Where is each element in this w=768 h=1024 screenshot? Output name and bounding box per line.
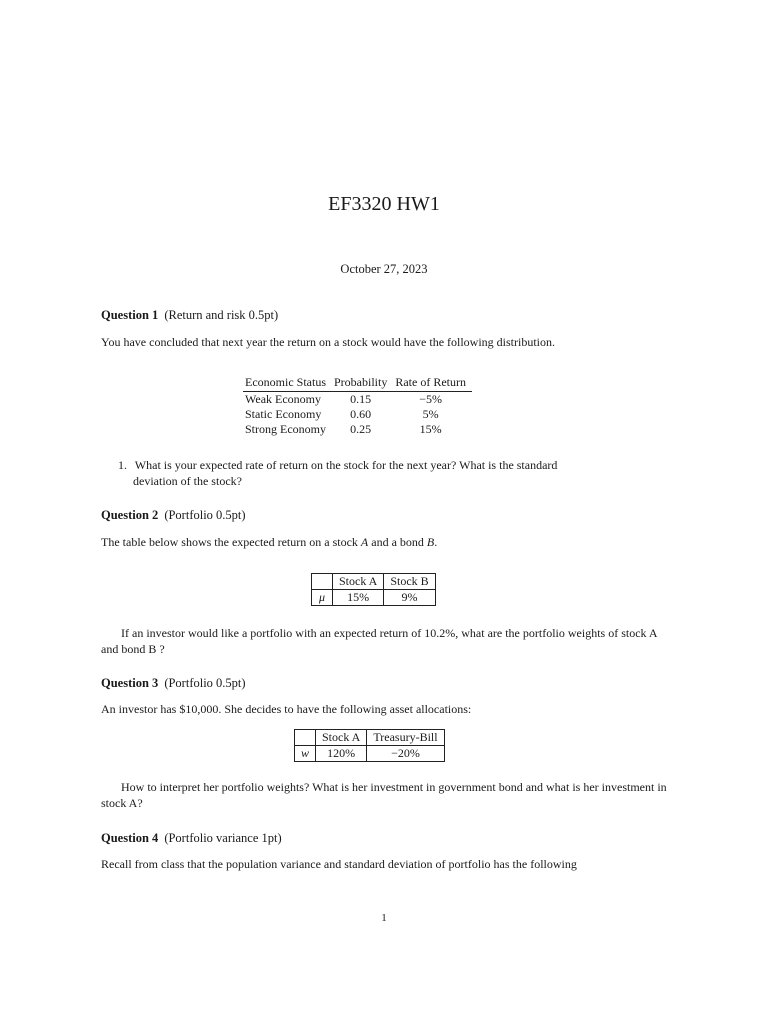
table-row: [295, 746, 445, 762]
table-row: [243, 422, 472, 437]
question-1-text: You have concluded that next year the return on a stock would have the following distribution.: [101, 335, 556, 349]
question-4-heading: [101, 831, 282, 846]
variable-b: B: [426, 535, 435, 549]
table-cell: Static Economy: [245, 407, 322, 421]
distribution-table: [243, 375, 472, 437]
question-3-label: Question 3: [101, 676, 159, 690]
question-2-heading: [101, 508, 246, 523]
question-3-text: An investor has $10,000. She decides to have the following asset allocations:: [101, 702, 472, 716]
question-3-topic: (Portfolio 0.5pt): [164, 676, 246, 690]
table-header: Stock B: [384, 574, 435, 590]
text-segment: .: [434, 535, 438, 549]
w-symbol: w: [295, 746, 316, 762]
table-cell: −20%: [367, 746, 444, 762]
table-cell: 5%: [422, 407, 439, 421]
text-segment: The table below shows the expected return on a stock: [101, 535, 361, 549]
question-1-topic: (Return and risk 0.5pt): [164, 308, 279, 322]
table-header: Rate of Return: [393, 375, 472, 392]
question-1-heading: [101, 308, 278, 323]
table-row: [295, 730, 445, 746]
table-row: [312, 590, 436, 606]
table-cell: 9%: [384, 590, 435, 606]
question-2-label: Question 2: [101, 508, 159, 522]
text-segment: and a bond: [368, 535, 427, 549]
table-header: Probability: [332, 375, 393, 392]
document-date: October 27, 2023: [340, 262, 428, 276]
question-1-label: Question 1: [101, 308, 159, 322]
question-3-question: How to interpret her portfolio weights? What is her investment in government bond and what is her investment in stock A?: [101, 780, 667, 810]
item-text-line2: deviation of the stock?: [133, 474, 242, 488]
table-row: [243, 392, 472, 408]
table-row: [312, 574, 436, 590]
mu-symbol: μ: [312, 590, 333, 606]
question-4-topic: (Portfolio variance 1pt): [164, 831, 282, 845]
question-2-text: [101, 534, 681, 550]
table-cell: Strong Economy: [245, 422, 326, 436]
table-header: Treasury-Bill: [367, 730, 444, 746]
table-cell: 15%: [333, 590, 384, 606]
table-cell: 0.15: [350, 392, 372, 406]
question-4-text: Recall from class that the population variance and standard deviation of portfolio has the following: [101, 857, 577, 871]
expected-return-table: [311, 573, 436, 606]
variable-a: A: [360, 535, 369, 549]
question-4-label: Question 4: [101, 831, 159, 845]
table-cell: −5%: [419, 392, 443, 406]
item-number: 1.: [118, 458, 127, 472]
page-number: 1: [381, 912, 387, 924]
table-header: Stock A: [316, 730, 367, 746]
document-title: EF3320 HW1: [328, 193, 440, 215]
question-2-topic: (Portfolio 0.5pt): [164, 508, 246, 522]
table-cell: 0.25: [350, 422, 372, 436]
question-2-question: If an investor would like a portfolio with an expected return of 10.2%, what are the portfolio weights of stock A and bond B ?: [101, 626, 657, 656]
table-cell: 15%: [419, 422, 442, 436]
table-header: Stock A: [333, 574, 384, 590]
table-row: [243, 407, 472, 422]
table-cell: [295, 730, 316, 746]
question-1-item: [118, 457, 678, 489]
question-3-heading: [101, 676, 246, 691]
table-cell: 0.60: [350, 407, 372, 421]
allocation-table: [294, 729, 445, 762]
table-header: Economic Status: [243, 375, 332, 392]
item-text-line1: What is your expected rate of return on the stock for the next year? What is the standard: [134, 458, 558, 472]
table-cell: 120%: [316, 746, 367, 762]
table-cell: [312, 574, 333, 590]
table-cell: Weak Economy: [245, 392, 322, 406]
